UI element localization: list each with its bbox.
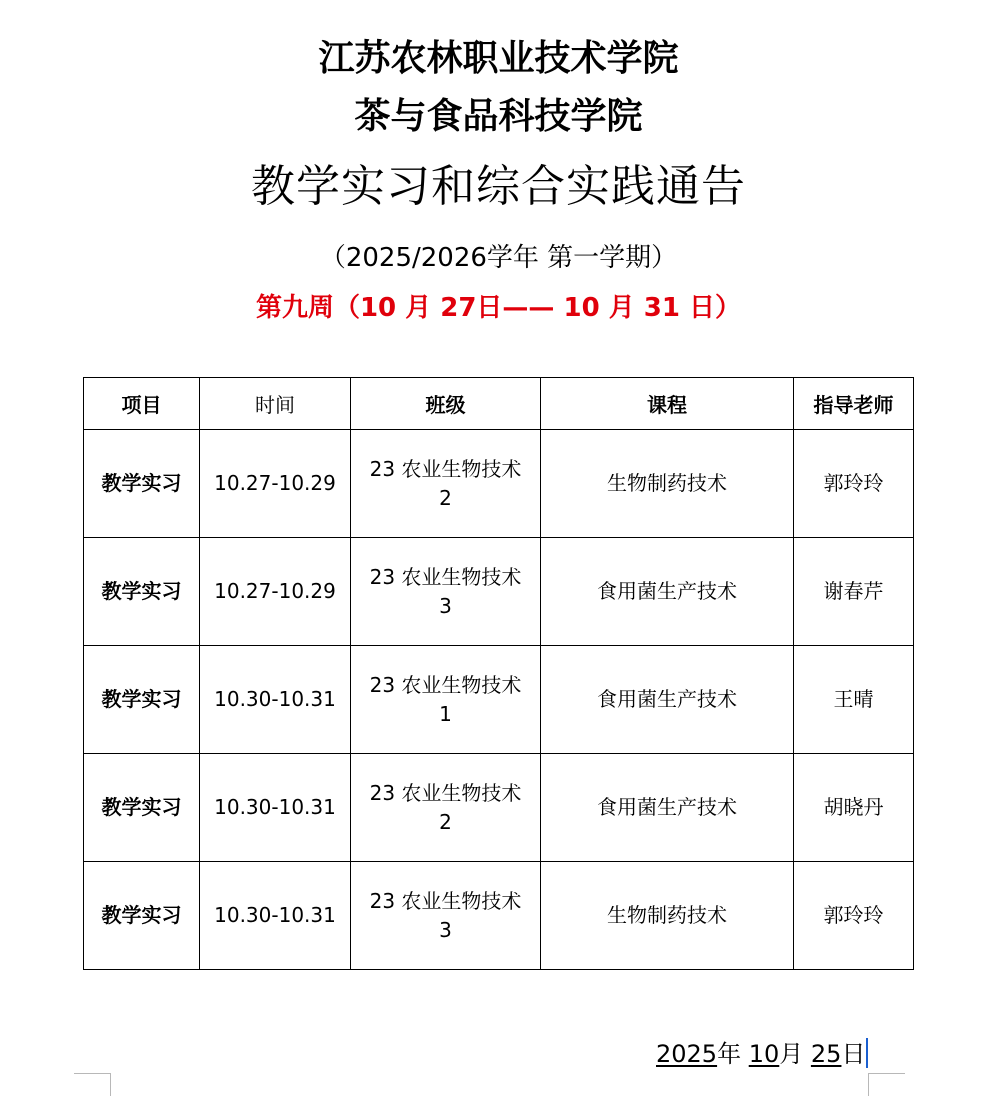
text-cursor — [866, 1038, 868, 1068]
week-line: 第九周（10 月 27日—— 10 月 31 日） — [255, 293, 742, 323]
college-name: 江苏农林职业技术学院 — [318, 38, 679, 79]
table-header-row — [84, 378, 914, 430]
class-name: 23 农业生物技术 — [369, 780, 522, 805]
cell-time: 10.27-10.29 — [200, 538, 351, 646]
notice-title: 教学实习和综合实践通告 — [251, 161, 746, 212]
cell-teacher: 郭玲玲 — [794, 430, 914, 538]
table-row — [84, 754, 914, 862]
header-course: 课程 — [541, 378, 794, 430]
cell-project: 教学实习 — [84, 430, 200, 538]
date-day-unit: 日 — [841, 1040, 866, 1068]
cell-course: 生物制药技术 — [541, 862, 794, 970]
school-name: 茶与食品科技学院 — [354, 96, 643, 137]
table-row — [84, 538, 914, 646]
cell-teacher: 郭玲玲 — [794, 862, 914, 970]
header-class: 班级 — [351, 378, 541, 430]
cell-course: 食用菌生产技术 — [541, 646, 794, 754]
class-number: 2 — [439, 809, 452, 834]
cell-time: 10.30-10.31 — [200, 862, 351, 970]
cell-project: 教学实习 — [84, 646, 200, 754]
cell-class — [351, 646, 541, 754]
cell-project: 教学实习 — [84, 754, 200, 862]
cell-project: 教学实习 — [84, 538, 200, 646]
table-row — [84, 862, 914, 970]
class-name: 23 农业生物技术 — [369, 456, 522, 481]
cell-course: 食用菌生产技术 — [541, 754, 794, 862]
cell-time: 10.27-10.29 — [200, 430, 351, 538]
class-number: 1 — [439, 701, 452, 726]
cell-course: 食用菌生产技术 — [541, 538, 794, 646]
semester-line: （2025/2026学年 第一学期） — [319, 243, 678, 273]
table-row — [84, 430, 914, 538]
cell-teacher: 胡晓丹 — [794, 754, 914, 862]
class-number: 3 — [439, 917, 452, 942]
class-name: 23 农业生物技术 — [369, 564, 522, 589]
cell-class — [351, 862, 541, 970]
cell-class — [351, 430, 541, 538]
date-year-unit: 年 — [717, 1040, 742, 1068]
class-number: 2 — [439, 485, 452, 510]
header-project: 项目 — [84, 378, 200, 430]
cell-time: 10.30-10.31 — [200, 754, 351, 862]
class-number: 3 — [439, 593, 452, 618]
schedule-table — [83, 377, 914, 970]
cell-time: 10.30-10.31 — [200, 646, 351, 754]
header-teacher: 指导老师 — [794, 378, 914, 430]
cell-class — [351, 538, 541, 646]
cell-teacher: 王晴 — [794, 646, 914, 754]
page-margin-corner-right — [868, 1073, 905, 1096]
page-margin-corner-left — [74, 1073, 111, 1096]
cell-class — [351, 754, 541, 862]
header-time: 时间 — [200, 378, 351, 430]
cell-teacher: 谢春芹 — [794, 538, 914, 646]
cell-project: 教学实习 — [84, 862, 200, 970]
cell-course: 生物制药技术 — [541, 430, 794, 538]
signature-date[interactable] — [656, 1038, 868, 1070]
date-year: 2025 — [656, 1040, 718, 1068]
class-name: 23 农业生物技术 — [369, 672, 522, 697]
date-month-unit: 月 — [779, 1040, 804, 1068]
class-name: 23 农业生物技术 — [369, 888, 522, 913]
date-day: 25 — [810, 1040, 842, 1068]
table-row — [84, 646, 914, 754]
date-month: 10 — [748, 1040, 780, 1068]
